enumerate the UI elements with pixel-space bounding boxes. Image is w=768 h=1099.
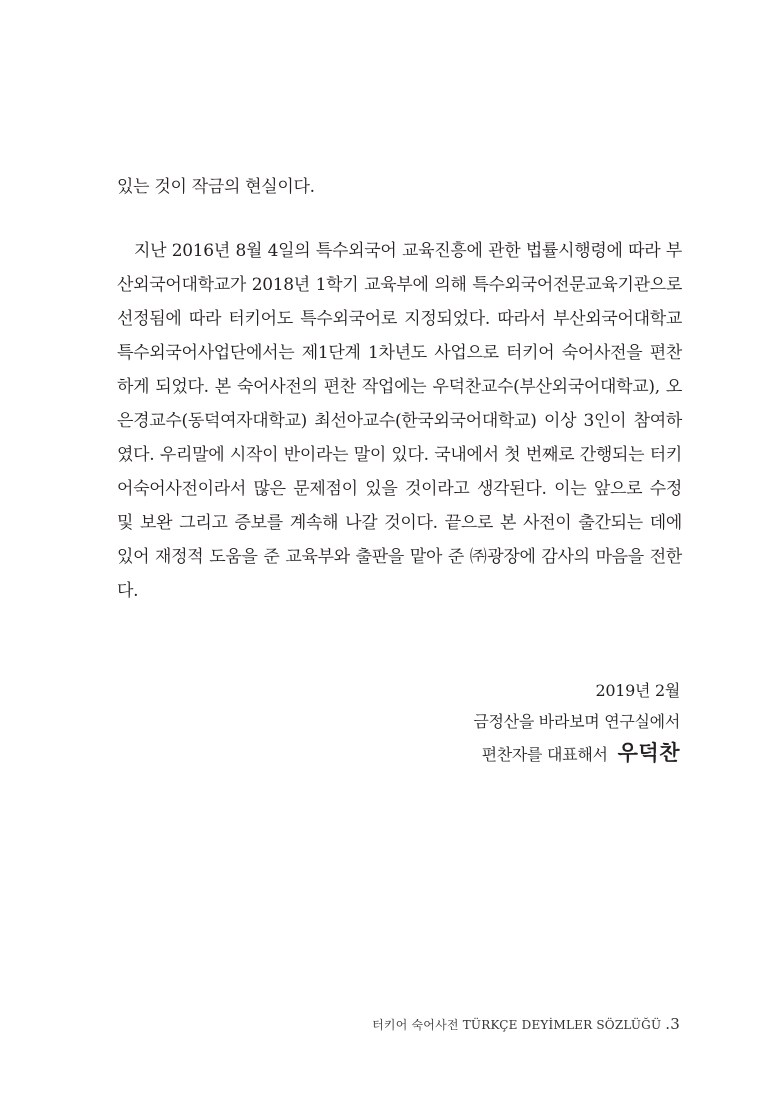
signature-author: 우덕찬: [617, 740, 680, 765]
page-number: .3: [665, 1015, 680, 1033]
body-text: [117, 170, 682, 608]
signature-block: [473, 675, 680, 770]
signature-author-line: [473, 737, 680, 770]
signature-role: 편찬자를 대표해서: [481, 745, 608, 764]
paragraph-main: 지난 2016년 8월 4일의 특수외국어 교육진흥에 관한 법률시행령에 따라 부산외국어대학교가 2018년 1학기 교육부에 의해 특수외국어전문교육기관으로 선정됨에 따라 터키어도 특수외국어로 지정되었다. 따라서 부산외국어대학교 특수외국어사업단에서는 제1단계 1차년도 사업으로 터키어 숙어사전을 편찬하게 되었다. 본 숙어사전의 편찬 작업에는 우덕찬교수(부산외국어대학교), 오은경교수(동덕여자대학교) 최선아교수(한국외국어대학교) 이상 3인이 참여하였다. 우리말에 시작이 반이라는 말이 있다. 국내에서 첫 번째로 간행되는 터키어숙어사전이라서 많은 문제점이 있을 것이라고 생각된다. 이는 앞으로 수정 및 보완 그리고 증보를 계속해 나갈 것이다. 끝으로 본 사전이 출간되는 데에 있어 재정적 도움을 준 교육부와 출판을 맡아 준 ㈜광장에 감사의 마음을 전한다.: [117, 241, 682, 601]
running-title: 터키어 숙어사전 TÜRKÇE DEYİMLER SÖZLÜĞÜ: [372, 1018, 662, 1032]
signature-place: 금정산을 바라보며 연구실에서: [473, 712, 680, 731]
paragraph-continuation: 있는 것이 작금의 현실이다.: [117, 177, 315, 197]
signature-date: 2019년 2월: [595, 681, 680, 700]
page-footer: [372, 1015, 680, 1033]
